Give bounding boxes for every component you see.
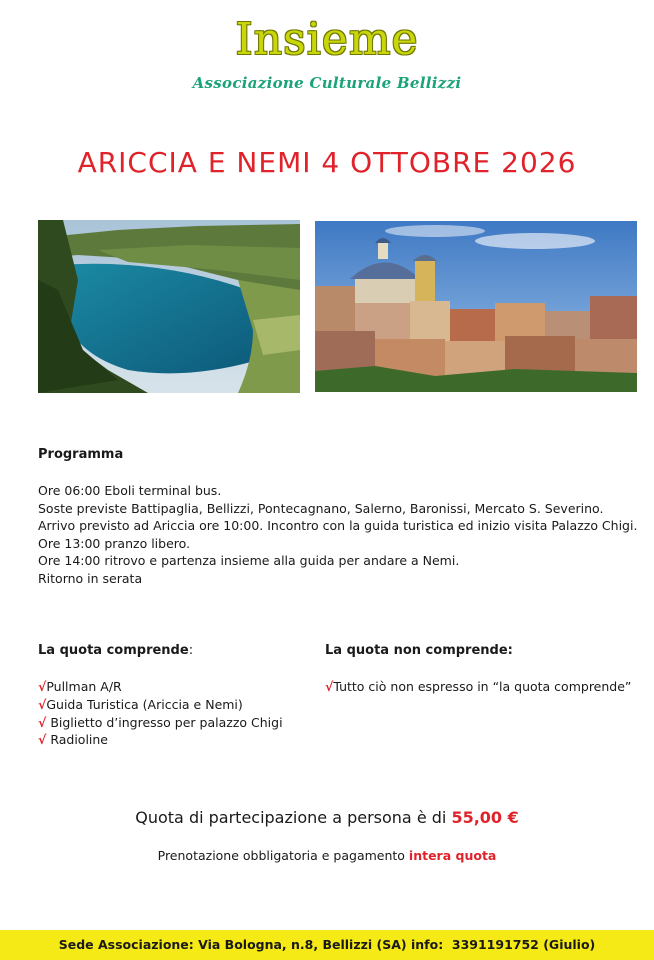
excludes-heading: La quota non comprende: [325, 643, 513, 658]
lake-photo [38, 220, 300, 393]
footer-text: Sede Associazione: Via Bologna, n.8, Bellizzi (SA) info: 3391191752 (Giulio) [58, 937, 596, 952]
check-icon: √ [38, 732, 47, 748]
program-line: Arrivo previsto ad Ariccia ore 10:00. Incontro con la guida turistica ed inizio visita Palazzo Chigi. [38, 518, 638, 534]
includes-heading-label: La quota comprende [38, 643, 189, 658]
check-icon: √ [325, 679, 334, 694]
list-item-label: Tutto ciò non espresso in “la quota comprende” [333, 679, 632, 694]
price-value: 55,00 € [451, 808, 519, 827]
program-line: Soste previste Battipaglia, Bellizzi, Pontecagnano, Salerno, Baronissi, Mercato S. Severino. [38, 500, 604, 516]
program-line: Ore 14:00 ritrovo e partenza insieme alla guida per andare a Nemi. [38, 553, 460, 569]
logo-title: Insieme [235, 14, 419, 65]
list-item-label: Radioline [46, 732, 109, 748]
excludes-list [325, 678, 631, 696]
list-item [38, 696, 283, 714]
logo-subtitle: Associazione Culturale Bellizzi [192, 74, 462, 92]
booking-line [0, 848, 654, 863]
list-item-label: Pullman A/R [46, 679, 122, 694]
program-text [38, 482, 637, 588]
program-line: Ore 13:00 pranzo libero. [38, 535, 191, 551]
town-photo [315, 221, 637, 392]
list-item [325, 678, 631, 696]
footer-bar [0, 930, 654, 960]
program-heading: Programma [38, 447, 124, 462]
check-icon: √ [38, 679, 47, 694]
price-text: Quota di partecipazione a persona è di [135, 808, 452, 827]
list-item-label: Guida Turistica (Ariccia e Nemi) [46, 696, 243, 712]
includes-heading-colon: : [188, 643, 194, 658]
list-item [38, 714, 283, 732]
price-line [0, 808, 654, 827]
list-item [38, 731, 283, 749]
includes-heading [38, 643, 193, 658]
program-line: Ore 06:00 Eboli terminal bus. [38, 483, 222, 498]
includes-list [38, 678, 283, 749]
list-item-label: Biglietto d’ingresso per palazzo Chigi [46, 714, 283, 730]
booking-strong: intera quota [408, 848, 497, 863]
list-item [38, 678, 283, 696]
booking-text: Prenotazione obbligatoria e pagamento [157, 848, 409, 863]
program-line: Ritorno in serata [38, 570, 143, 586]
event-title: ARICCIA E NEMI 4 OTTOBRE 2026 [77, 146, 577, 179]
check-icon: √ [38, 714, 47, 730]
check-icon: √ [38, 696, 47, 712]
